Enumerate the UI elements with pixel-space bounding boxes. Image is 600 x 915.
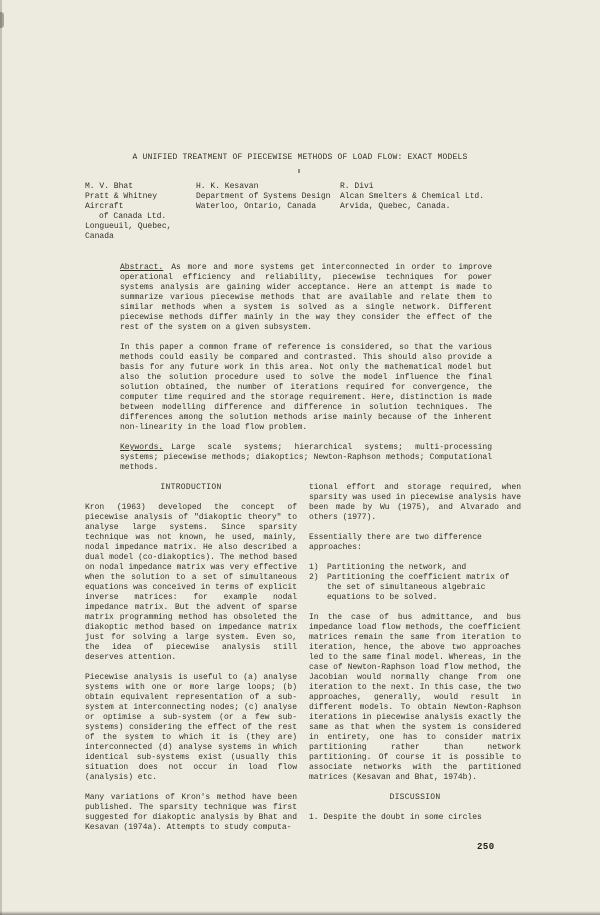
abstract-section xyxy=(120,263,492,483)
body-paragraph: In the case of bus admittance, and bus impedance load flow methods, the coefficient matrices remain the same from iteration to iteration, hence, the above two approaches led to the same final model. Whereas, in the case of Newton-Raphson load flow method, the Jacobian would normally change from one iteration to the next. In this case, the two approaches, generally, would result in different models. To obtain Newton-Raphson iterations in piecewise analysis exactly the same as that when the system is considered in entirety, one has to consider matrix partitioning rather than network partitioning. Of course it is possible to associate networks with the partitioned matrices (Kesavan and Bhat, 1974b). xyxy=(309,613,521,782)
author-divi xyxy=(340,182,530,242)
body-paragraph: 1. Despite the doubt in some circles xyxy=(309,813,482,822)
body-paragraph: Piecewise analysis is useful to (a) analyse systems with one or more large loops; (b) obtain equivalent representation of a sub-system at interconnecting nodes; (c) analyse or optimise a sub-system (or a few sub-systems) considering the effect of the rest of the system to which it is (they are) interconnected (d) analyse systems in which identical sub-systems exist (usually this situation does not occur in load flow (analysis) etc. xyxy=(85,673,297,782)
right-column xyxy=(309,483,521,843)
left-column xyxy=(85,483,297,843)
list-item-number: 2) xyxy=(309,573,319,582)
body-paragraph: tional effort and storage required, when sparsity was used in piecewise analysis have been made by Wu (1975), and Alvarado and others (1977). xyxy=(309,483,521,522)
abstract-paragraph-1 xyxy=(120,263,492,333)
scan-edge-left xyxy=(0,0,2,915)
discussion-heading: DISCUSSION xyxy=(389,793,441,802)
author-affiliation-line: Department of Systems Design xyxy=(196,192,331,201)
body-paragraph: Many variations of Kron's method have been published. The sparsity technique was first suggested for diakoptic analysis by Bhat and Kesavan (1974a). Attempts to study computa- xyxy=(85,793,297,832)
list-item-text: Partitioning the network, and xyxy=(327,563,467,572)
keywords-label: Keywords. xyxy=(120,443,164,452)
body-paragraph: Essentially there are two difference approaches: xyxy=(309,533,482,552)
author-block xyxy=(85,182,540,242)
author-name: H. K. Kesavan xyxy=(196,182,259,191)
author-affiliation-line: of Canada Ltd. xyxy=(99,212,167,221)
author-bhat xyxy=(85,182,196,242)
abstract-text: As more and more systems get interconnected in order to improve operational efficiency and reliability, piecewise techniques for power systems analysis are gaining wider acceptance. Here an attempt is made to summarize various piecewise methods that are available and relate them to similar methods when a system is solved as a single network. Different piecewise methods differ mainly in the way they consider the effect of the rest of the system on a given subsystem. xyxy=(120,263,492,332)
author-kesavan xyxy=(196,182,340,242)
abstract-label: Abstract. xyxy=(120,263,164,272)
abstract-paragraph-2: In this paper a common frame of reference is considered, so that the various methods could easily be compared and contrasted. This should also provide a basis for any future work in this area. Not only the mathematical model but also the solution procedure used to solve the model influence the final solution obtained, the number of iterations required for convergence, the computer time required and the storage requirement. Here, distinction is made between modelling difference and difference in solution techniques. The differences among the solution methods arise mainly because of the inherent non-linearity in the load flow problem. xyxy=(120,343,492,432)
keywords-text: Large scale systems; hierarchical systems; multi-processing systems; piecewise methods; diakoptics; Newton-Raphson methods; Computational methods. xyxy=(120,443,492,472)
list-item xyxy=(309,573,521,603)
author-name: R. Divi xyxy=(340,182,374,191)
keywords-paragraph xyxy=(120,443,492,473)
author-affiliation-line: Pratt & Whitney Aircraft xyxy=(85,192,158,211)
introduction-heading: INTRODUCTION xyxy=(160,483,222,492)
list-item xyxy=(309,563,521,573)
author-location: Longueuil, Quebec, Canada xyxy=(85,222,172,241)
list-item-text: Partitioning the coefficient matrix of the set of simultaneous algebraic equations to be solved. xyxy=(327,573,510,602)
author-location: Arvida, Quebec, Canada. xyxy=(340,202,451,211)
scan-edge-bottom xyxy=(0,911,600,915)
page-number: 250 xyxy=(477,842,495,852)
author-affiliation-line: Alcan Smelters & Chemical Ltd. xyxy=(340,192,485,201)
paper-title: A UNIFIED TREATMENT OF PIECEWISE METHODS OF LOAD FLOW: EXACT MODELS xyxy=(132,153,468,162)
scan-speck xyxy=(0,12,4,28)
body-columns xyxy=(85,483,521,843)
author-location: Waterloo, Ontario, Canada xyxy=(196,202,317,211)
scan-dot xyxy=(298,169,300,173)
author-name: M. V. Bhat xyxy=(85,182,134,191)
body-paragraph: Kron (1963) developed the concept of piecewise analysis of "diakoptic theory" to analyse large systems. Since sparsity technique was not known, he used, mainly, nodal impedance matrix. He also described a dual model (co-diakoptics). The method based on nodal impedance matrix was very effective when the solution to a set of simultaneous equations was conceived in terms of explicit inverse matrices: for example nodal impedance matrix. But the advent of sparse matrix programming method has obsoleted the diakoptic method based on impedance matrix just for solving a large system. Even so, the idea of piecewise analysis still deserves attention. xyxy=(85,503,297,662)
list-item-number: 1) xyxy=(309,563,319,572)
